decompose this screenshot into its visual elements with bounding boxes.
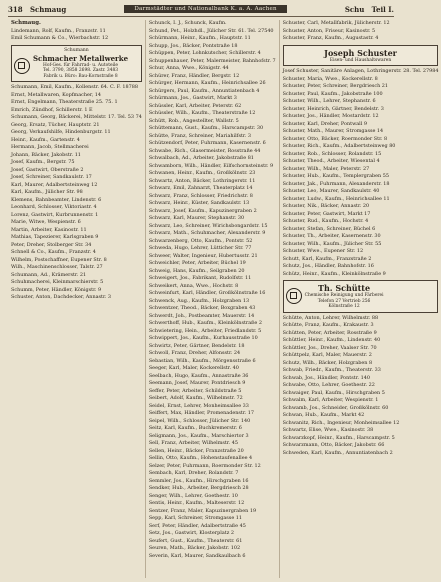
directory-entry: Georg, Verkaufshilfe, Hindenburgstr. 11 xyxy=(11,129,111,136)
directory-entry: Schutz, Jos., Händler, Bahnhofstr. 16 xyxy=(282,263,374,270)
column-3 xyxy=(280,20,441,578)
left-running-head: Schmaug xyxy=(29,4,67,14)
directory-entry: Lorenz, Gastwirt, Kurbrunnenstr. 1 xyxy=(11,211,99,218)
directory-entry: Wilhelm, Postschaffner, Eupener Str. 8 xyxy=(11,256,107,263)
directory-entry: Schüppen, Peter, Lohnkutscher, Schillerstr. 4 xyxy=(148,50,261,56)
directory-entry: Karl, Kaufm., Jülicher Str. 98 xyxy=(11,189,83,196)
column-3-entries-middle xyxy=(283,68,439,278)
directory-entry: Schwenck, Aug., Kaufm., Holzgraben 13 xyxy=(148,297,250,304)
directory-entry: Schuster, Rud., Kaufm., Hochstr. 4 xyxy=(282,218,369,225)
directory-entry: Schuster, Jak., Fuhrmann, Alexanderstr. 18 xyxy=(282,180,390,187)
directory-entry: Schuster, Heinrich, Gärtner, Bendelstr. 3 xyxy=(282,105,384,112)
directory-entry: Schuster, Ludw., Kaufm., Heinrichsallee 11 xyxy=(282,195,390,202)
directory-entry: Serf, Peter, Händler, Adalbertstraße 45 xyxy=(148,522,246,529)
directory-entry: Schunck, I. J., Schunck, Kaufm. xyxy=(148,20,227,26)
directory-entry: Schwarz, Emil, Zahnarzt, Theaterplatz 14 xyxy=(148,185,253,191)
directory-entry: Schüttemann, Gust., Kaufm., Harscampstr. 30 xyxy=(148,125,264,131)
directory-entry: Schwalbach, Ad., Arbeiter, Jakobstraße 81 xyxy=(148,155,254,161)
schutte-advertisement xyxy=(283,280,439,313)
directory-entry: Sentis, Heinr., Kaufm., Malteserstr. 12 xyxy=(148,500,245,506)
directory-entry: Schumann, Ad., Krämerstr. 21 xyxy=(11,271,87,278)
directory-entry: Josef, Kaufm., Bergstr. 75 xyxy=(11,159,75,166)
directory-entry: Schuster, Karl, Dreher, Pontwall 9 xyxy=(282,120,367,127)
directory-entry: Schwarzmann, Otto, Bäcker, Jakobstr. 66 xyxy=(282,442,385,449)
directory-entry: Schutz, Wilh., Bäcker, Holzgraben 8 xyxy=(282,359,373,366)
directory-entry: Sendker, Hub., Arbeiter, Bergdriesch 28 xyxy=(148,485,249,491)
ad-body xyxy=(14,54,139,80)
directory-entry: Schwarz, Math., Schuhmacher, Alexanderstr. 9 xyxy=(148,230,266,236)
directory-entry: Schwanen, Heinr., Kaufm., Großkölnstr. 23 xyxy=(148,170,256,176)
schumann-advertisement xyxy=(11,45,142,83)
directory-entry: Schumann, Emil, Kaufm., Kollenstr. 64. C. F. 18788 xyxy=(11,84,138,91)
directory-entry: Sellin, Otto, Kaufm., Hohenstaufenallee 4 xyxy=(148,455,253,461)
column-1-entries-after xyxy=(11,84,142,302)
directory-entry: Schumann, Georg, Bäckerei, Mittelstr. 17. Tel. 53 74 xyxy=(11,114,142,121)
directory-entry: Schwaiger, Paul, Kaufm., Hirschgraben 5 xyxy=(282,389,385,396)
directory-entry: Schwanitz, Rich., Ingenieur, Monheimsallee 12 xyxy=(282,419,400,426)
directory-entry: Schuster, Hub., Kaufm., Templergraben 55 xyxy=(282,173,389,180)
directory-entry: Schuster, Paul, Kaufm., Jakobstraße 100 xyxy=(282,90,383,97)
directory-entry: Schütte, Franz, Schreiner, Mariahilfstr. 3 xyxy=(148,132,251,139)
ad-line: Kölnstraße 12 xyxy=(328,304,360,310)
directory-entry: Schütte, Anton, Lehrer, Wilhelmstr. 88 xyxy=(282,314,379,321)
directory-entry: Schüssler, Wilh., Kaufm., Theaterstraße 12 xyxy=(148,110,256,116)
header-rule xyxy=(8,16,394,17)
directory-entry: Emrich, Zündhof, Schillerstr. 1 E xyxy=(11,106,93,113)
company-logo-icon xyxy=(286,288,302,304)
directory-entry: Schnell & Co., Kaufm., Franzstr. 4 xyxy=(11,249,96,256)
directory-entry: Schutt, Karl, Kaufm., Franzstraße 2 xyxy=(282,255,372,262)
right-title: Schu xyxy=(344,4,365,14)
column-2 xyxy=(146,20,280,578)
directory-entry: Sell, Franz, Arbeiter, Wilhelmstr. 45 xyxy=(148,440,238,446)
ad-company-name: Schmacher Metallwerke xyxy=(33,53,129,63)
directory-entry: Martin, Arbeiter, Kasinostr. 11 xyxy=(11,226,87,233)
ad-company-name: Th. Schütte xyxy=(317,283,371,294)
part-label: Teil I. xyxy=(371,4,394,14)
directory-entry: Seligmann, Jos., Kaufm., Marschiertor 3 xyxy=(148,432,249,439)
column-1-entries-before xyxy=(11,20,142,43)
directory-entry: Peter, Dreher, Stolberger Str. 34 xyxy=(11,241,92,248)
directory-entry: Schuster, Otto, Bäcker, Roermonder Str. 8 xyxy=(282,135,388,142)
ad-line: Tel. 3790, 3858 2698. Zastr. 3483 xyxy=(42,68,119,74)
directory-entry: Schütte, Franz, Kaufm., Krakaustr. 3 xyxy=(282,322,374,329)
directory-entry: Seitz, Karl, Kaufm., Buchkremerstr. 6 xyxy=(148,425,242,431)
directory-entry: Schwartz, Elise, Wwe., Kasinostr. 38 xyxy=(282,427,374,434)
directory-entry: Schuster, Peter, Schreiner, Bergdriesch 21 xyxy=(282,83,389,90)
directory-entry: Josef Schuster, Sanitäre Anlagen, Lothringerstr. 28. Tel. 27984 xyxy=(282,68,439,75)
directory-entry: Schwentzer, Theod., Bäcker, Boxgraben 43 xyxy=(148,305,256,311)
ad-line: Schumann xyxy=(64,47,89,53)
directory-entry: Schwab, Jos., Händler, Pontstr. 140 xyxy=(282,374,370,381)
page-number: 318 xyxy=(8,4,23,14)
directory-entry: Schürgers, Paul, Kaufm., Annuntiatenbach 4 xyxy=(148,87,260,94)
directory-entry: Schuster, Theod., Arbeiter, Wiesental 4 xyxy=(282,158,380,165)
directory-entry: Schürmann, Heinr., Kaufm., Hauptstr. 11 xyxy=(148,35,251,41)
directory-entry: Schwarz, Heinr., Küster, Sandkaulstr. 13 xyxy=(148,200,250,206)
directory-entry: Selzer, Peter, Fuhrmann, Roermonder Str. 12 xyxy=(148,462,261,469)
directory-entry: Senger, Wilh., Lehrer, Goethestr. 10 xyxy=(148,492,238,499)
directory-entry: Heinr., Kaufm., Gartenstr. 4 xyxy=(11,136,80,143)
directory-entry: Schwietering, Hein., Arbeiter, Friedlandstr. 5 xyxy=(148,327,262,334)
directory-entry: Schuster, Wilh., Kaufm., Jülicher Str. 55 xyxy=(282,240,382,247)
directory-entry: Sepp, Karl, Schreiner, Stromgasse 11 xyxy=(148,515,242,521)
directory-entry: Mathias, Tapezierer, Karlsgraben 9 xyxy=(11,234,99,241)
directory-entry: Seibert, Adolf, Kaufm., Wilhelmstr. 72 xyxy=(148,395,243,401)
directory-entry: Schweer, Walter, Ingenieur, Hubertusstr. 21 xyxy=(148,252,258,259)
directory-entry: Klemens, Bahnbeamter, Lindenstr. 6 xyxy=(11,196,102,203)
directory-entry: Schwabe, Otto, Lehrer, Goethestr. 22 xyxy=(282,382,375,389)
directory-entry: Schwarzenberg, Otto, Kaufm., Pontstr. 52 xyxy=(148,237,253,244)
directory-entry: Schürger, Hermann, Kaufm., Heinrichsallee 26 xyxy=(148,80,266,86)
page-header xyxy=(8,3,394,15)
directory-entry: Schund, Pet., Holzhdl., Jülicher Str. 61. Tel. 27540 xyxy=(148,27,274,34)
directory-entry: Ernst, Metallwaren, Kopfmacher, 14 xyxy=(11,91,102,98)
directory-entry: Schüttpelz, Karl, Maler, Mauerstr. 2 xyxy=(282,352,372,359)
directory-entry: Seffer, Peter, Arbeiter, Schildstraße 5 xyxy=(148,387,242,394)
directory-entry: Schuster, Wilh., Maler, Peterstr. 27 xyxy=(282,165,370,172)
directory-entry: Schweichler, Peter, Arbeiter, Büchel 19 xyxy=(148,260,246,266)
directory-entry: Seuren, Math., Bäcker, Jakobstr. 102 xyxy=(148,545,241,551)
directory-entry: Schweda, Hugo, Lehrer, Lütticher Str. 77 xyxy=(148,245,252,251)
directory-entry: Schweden, Karl, Kaufm., Annuntiatenbach 2 xyxy=(282,449,393,456)
ad-company-name: Joseph Schuster xyxy=(324,47,397,58)
directory-entry: Schwerthoff, Hub., Kaufm., Kleinkölnstraße 2 xyxy=(148,320,262,326)
directory-entry: Schürmann, Jos., Gastwirt, Markt 3 xyxy=(148,95,237,101)
ad-text xyxy=(33,54,128,80)
directory-entry: Schuster, Franz, Kaufm., Augustastr. 4 xyxy=(282,35,379,41)
bank-banner: Darmstädter und Nationalbank K. a. A. Aachen xyxy=(124,5,287,13)
directory-entry: Josef, Schreiner, Sandkaulstr. 17 xyxy=(11,174,92,181)
directory-entry: Schürer, Franz, Händler, Bergstr. 12 xyxy=(148,72,240,79)
directory-entry: Schuster, Anton, Dachdecker, Annastr. 3 xyxy=(11,294,112,301)
directory-entry: Schütt, Rob., Angestellter, Wallstr. 5 xyxy=(148,117,239,124)
directory-entry: Seiffert, Max, Händler, Promenadenstr. 17 xyxy=(148,410,254,416)
column-3-entries-after xyxy=(283,315,439,458)
directory-entry: Schütten, Peter, Arbeiter, Rosstraße 9 xyxy=(282,329,377,336)
directory-entry: Schwoll, Franz, Dreher, Alfonsstr. 24 xyxy=(148,350,241,356)
directory-entry: Schüttler, Heinr., Kaufm., Lindenstr. 40 xyxy=(282,337,381,344)
directory-entry: Seelbach, Hugo, Kaufm., Annastraße 36 xyxy=(148,372,249,379)
directory-entry: Schwippert, Jos., Kaufm., Kurhausstraße 10 xyxy=(148,335,258,341)
directory-entry: Schuster, Anton, Friseur, Kasinostr. 5 xyxy=(282,27,376,34)
directory-entry: Schuster, Th., Arbeiter, Kasernenstr. 30 xyxy=(282,233,381,240)
directory-entry: Severin, Karl, Maurer, Sandkaulbach 6 xyxy=(148,552,246,559)
schuster-advertisement xyxy=(283,45,439,67)
directory-entry: Schuppenhauer, Peter, Malermeister, Bahnhofstr. 7 xyxy=(148,57,276,64)
directory-entry: Schuhmacherei, Kleinmarschierstr. 5 xyxy=(11,279,104,286)
directory-entry: Seidel, Ernst, Lehrer, Monheimsallee 33 xyxy=(148,402,249,409)
directory-entry: Schuster, Stefan, Schreiner, Büchel 6 xyxy=(282,225,376,232)
directory-entry: Schwarz, Franz, Schlosser, Friedrichstr. 8 xyxy=(148,192,253,199)
right-running-head xyxy=(345,5,394,14)
directory-entry: Emil Schumann & Co., Wierbachstr. 12 xyxy=(11,35,109,41)
directory-entry: Sebastian, Wilh., Kaufm., Mörgensstraße 6 xyxy=(148,357,256,364)
directory-entry: Hermann, Jacob, Stellmacherei xyxy=(11,144,89,151)
company-logo-icon xyxy=(14,58,30,74)
directory-entry: Schwarz, Josef, Kaufm., Kapuzinergraben 2 xyxy=(148,207,257,214)
directory-entry: Schweikert, Anna, Wwe., Hochstr. 8 xyxy=(148,282,239,289)
directory-entry: Semmler, Jos., Kaufm., Hirschgraben 16 xyxy=(148,477,249,484)
directory-entry: Schwan, Hub., Kaufm., Markt 42 xyxy=(282,412,365,419)
directory-entry: Schwamborn, Wilh., Händler, Eilfschornsteinstr. 9 xyxy=(148,162,274,169)
directory-entry: Schwerdt, Joh., Postbeamter, Mauerstr. 14 xyxy=(148,312,255,319)
directory-entry: Schwarz, Leo, Schreiner, Wirichsbongardstr. 15 xyxy=(148,222,268,229)
directory-entry: Johann, Bäcker, Jakobstr. 11 xyxy=(11,151,81,158)
ad-line: Eisen- und Haushaltswaren xyxy=(329,57,392,63)
directory-entry: Georg, Ersatz, Tücher, Hauptstr. 21 xyxy=(11,121,100,128)
directory-entry: Schuster, Jos., Händler, Mostardstr. 12 xyxy=(282,113,379,120)
directory-entry: Lindemann, Rolf, Kaufm., Franzstr. 11 xyxy=(11,27,106,34)
ad-line: Telefon 27 Vertrieb 256 xyxy=(317,298,371,304)
directory-entry: Seufert, Gust., Kaufm., Theaterstr. 61 xyxy=(148,537,243,544)
directory-entry: Seeger, Karl, Maler, Kockerellstr. 40 xyxy=(148,365,239,371)
directory-entry: Schütz, Heinr., Kaufm., Kleinkölnstraße 9 xyxy=(282,270,386,277)
directory-entry: Schuster, Wwe., Eupener Str. 12 xyxy=(282,248,364,255)
column-3-entries-before xyxy=(283,20,439,43)
directory-entry: Schüttler, Jos., Dreher, Vaalser Str. 70 xyxy=(282,344,377,351)
directory-entry: Schwabe, Rich., Glasermeister, Rosstraße 44 xyxy=(148,147,261,154)
page-number-and-title xyxy=(8,5,66,14)
directory-entry: Schwalm, Karl, Arbeiter, Wespienstr. 1 xyxy=(282,397,379,404)
ad-line: Fabrik u. Büro: Bau-Kornstraße 8 xyxy=(43,73,118,79)
directory-entry: Sembach, Karl, Dreher, Rolandstr. 7 xyxy=(148,470,239,476)
directory-entry: Schweigert, Jos., Fabrikant, Rudolfstr. 11 xyxy=(148,275,252,281)
directory-entry: Schumm, Peter, Händler, Königstr. 9 xyxy=(11,286,102,293)
directory-entry: Setz, Jos., Gastwirt, Klosterplatz 2 xyxy=(148,530,234,536)
directory-entry: Schuster, Rob., Schlosser, Rolandstr. 15 xyxy=(282,150,382,157)
directory-entry: Schupp, Jos., Bäcker, Pontstraße 18 xyxy=(148,42,238,49)
directory-entry: Ernst, Engelmann, Theaterstraße 25. 75. 1 xyxy=(11,99,118,106)
directory-entry: Schuster, Carl, Metallfabrik, Jülicherstr. 12 xyxy=(282,20,390,26)
directory-entry: Schuster, Leo, Maurer, Sandkaulstr. 40 xyxy=(282,188,380,195)
directory-entry: Seemann, Josef, Maurer, Pontdriesch 9 xyxy=(148,380,246,386)
directory-entry: Schmaug. xyxy=(11,20,41,26)
directory-entry: Schwarzkopf, Heinr., Kaufm., Harscampstr. 5 xyxy=(282,434,395,441)
directory-entry: Seipel, Wilh., Schlosser, Jülicher Str. 140 xyxy=(148,417,251,424)
directory-entry: Schwab, Friedr., Kaufm., Theaterstr. 33 xyxy=(282,367,381,374)
column-1 xyxy=(8,20,146,578)
directory-entry: Schuster, Wilh., Lehrer, Stephanstr. 6 xyxy=(282,98,376,105)
directory-entry: Schweig, Hans, Kaufm., Seilgraben 20 xyxy=(148,267,245,274)
directory-entry: Schwirtz, Peter, Gärtner, Bendelstr. 18 xyxy=(148,342,245,349)
ad-line: Hof-Ges. für Fahrrad- u. Autoteile xyxy=(43,62,119,68)
directory-entry: Schwarz, Karl, Maurer, Stephanstr. 30 xyxy=(148,215,245,221)
directory-entry: Leonhard, Schlosser, Viktoriastr. 4 xyxy=(11,204,97,211)
directory-entry: Schützendorf, Peter, Fuhrmann, Kasernenstr. 6 xyxy=(148,140,266,146)
columns xyxy=(8,20,439,578)
directory-entry: Schuster, Nik., Bäcker, Annastr. 20 xyxy=(282,203,370,210)
directory-entry: Marie, Witwe, Wespienstr. 6 xyxy=(11,219,81,226)
directory-entry: Schüssler, Karl, Arbeiter, Peterstr. 62 xyxy=(148,102,242,109)
directory-entry: Sentzer, Franz, Maler, Kapuzinergraben 19 xyxy=(148,507,257,514)
directory-entry: Schwartz, Anton, Bäcker, Lothringerstr. 11 xyxy=(148,177,256,184)
ad-text xyxy=(305,283,384,310)
ad-body xyxy=(286,283,436,310)
directory-entry: Schweinfurt, Karl, Händler, Großkölnstraße 16 xyxy=(148,290,266,296)
directory-entry: Schuster, Math., Maurer, Stromgasse 14 xyxy=(282,128,384,135)
directory-entry: Schur, Anna, Wwe., Königstr. 44 xyxy=(148,65,229,71)
column-2-entries xyxy=(149,20,276,560)
directory-entry: Schuster, Maria, Wwe., Kockerellstr. 8 xyxy=(282,75,378,82)
directory-entry: Sellen, Heinr., Bäcker, Franzstraße 20 xyxy=(148,447,244,454)
directory-entry: Josef, Gastwirt, Oberstraße 2 xyxy=(11,166,84,173)
directory-entry: Karl, Maurer, Adalbertsteinweg 12 xyxy=(11,181,98,188)
directory-entry: Schuster, Peter, Gastwirt, Markt 17 xyxy=(282,210,371,217)
directory-entry: Wilh., Maschinenschlosser, Talstr. 27 xyxy=(11,264,103,271)
ad-line: Chemische Reinigung und Färberei xyxy=(304,293,384,299)
directory-entry: Schuster, Rich., Kaufm., Adalbertsteinweg 80 xyxy=(282,143,396,150)
directory-entry: Schwamb, Jos., Schneider, Großkölnstr. 60 xyxy=(282,404,389,411)
